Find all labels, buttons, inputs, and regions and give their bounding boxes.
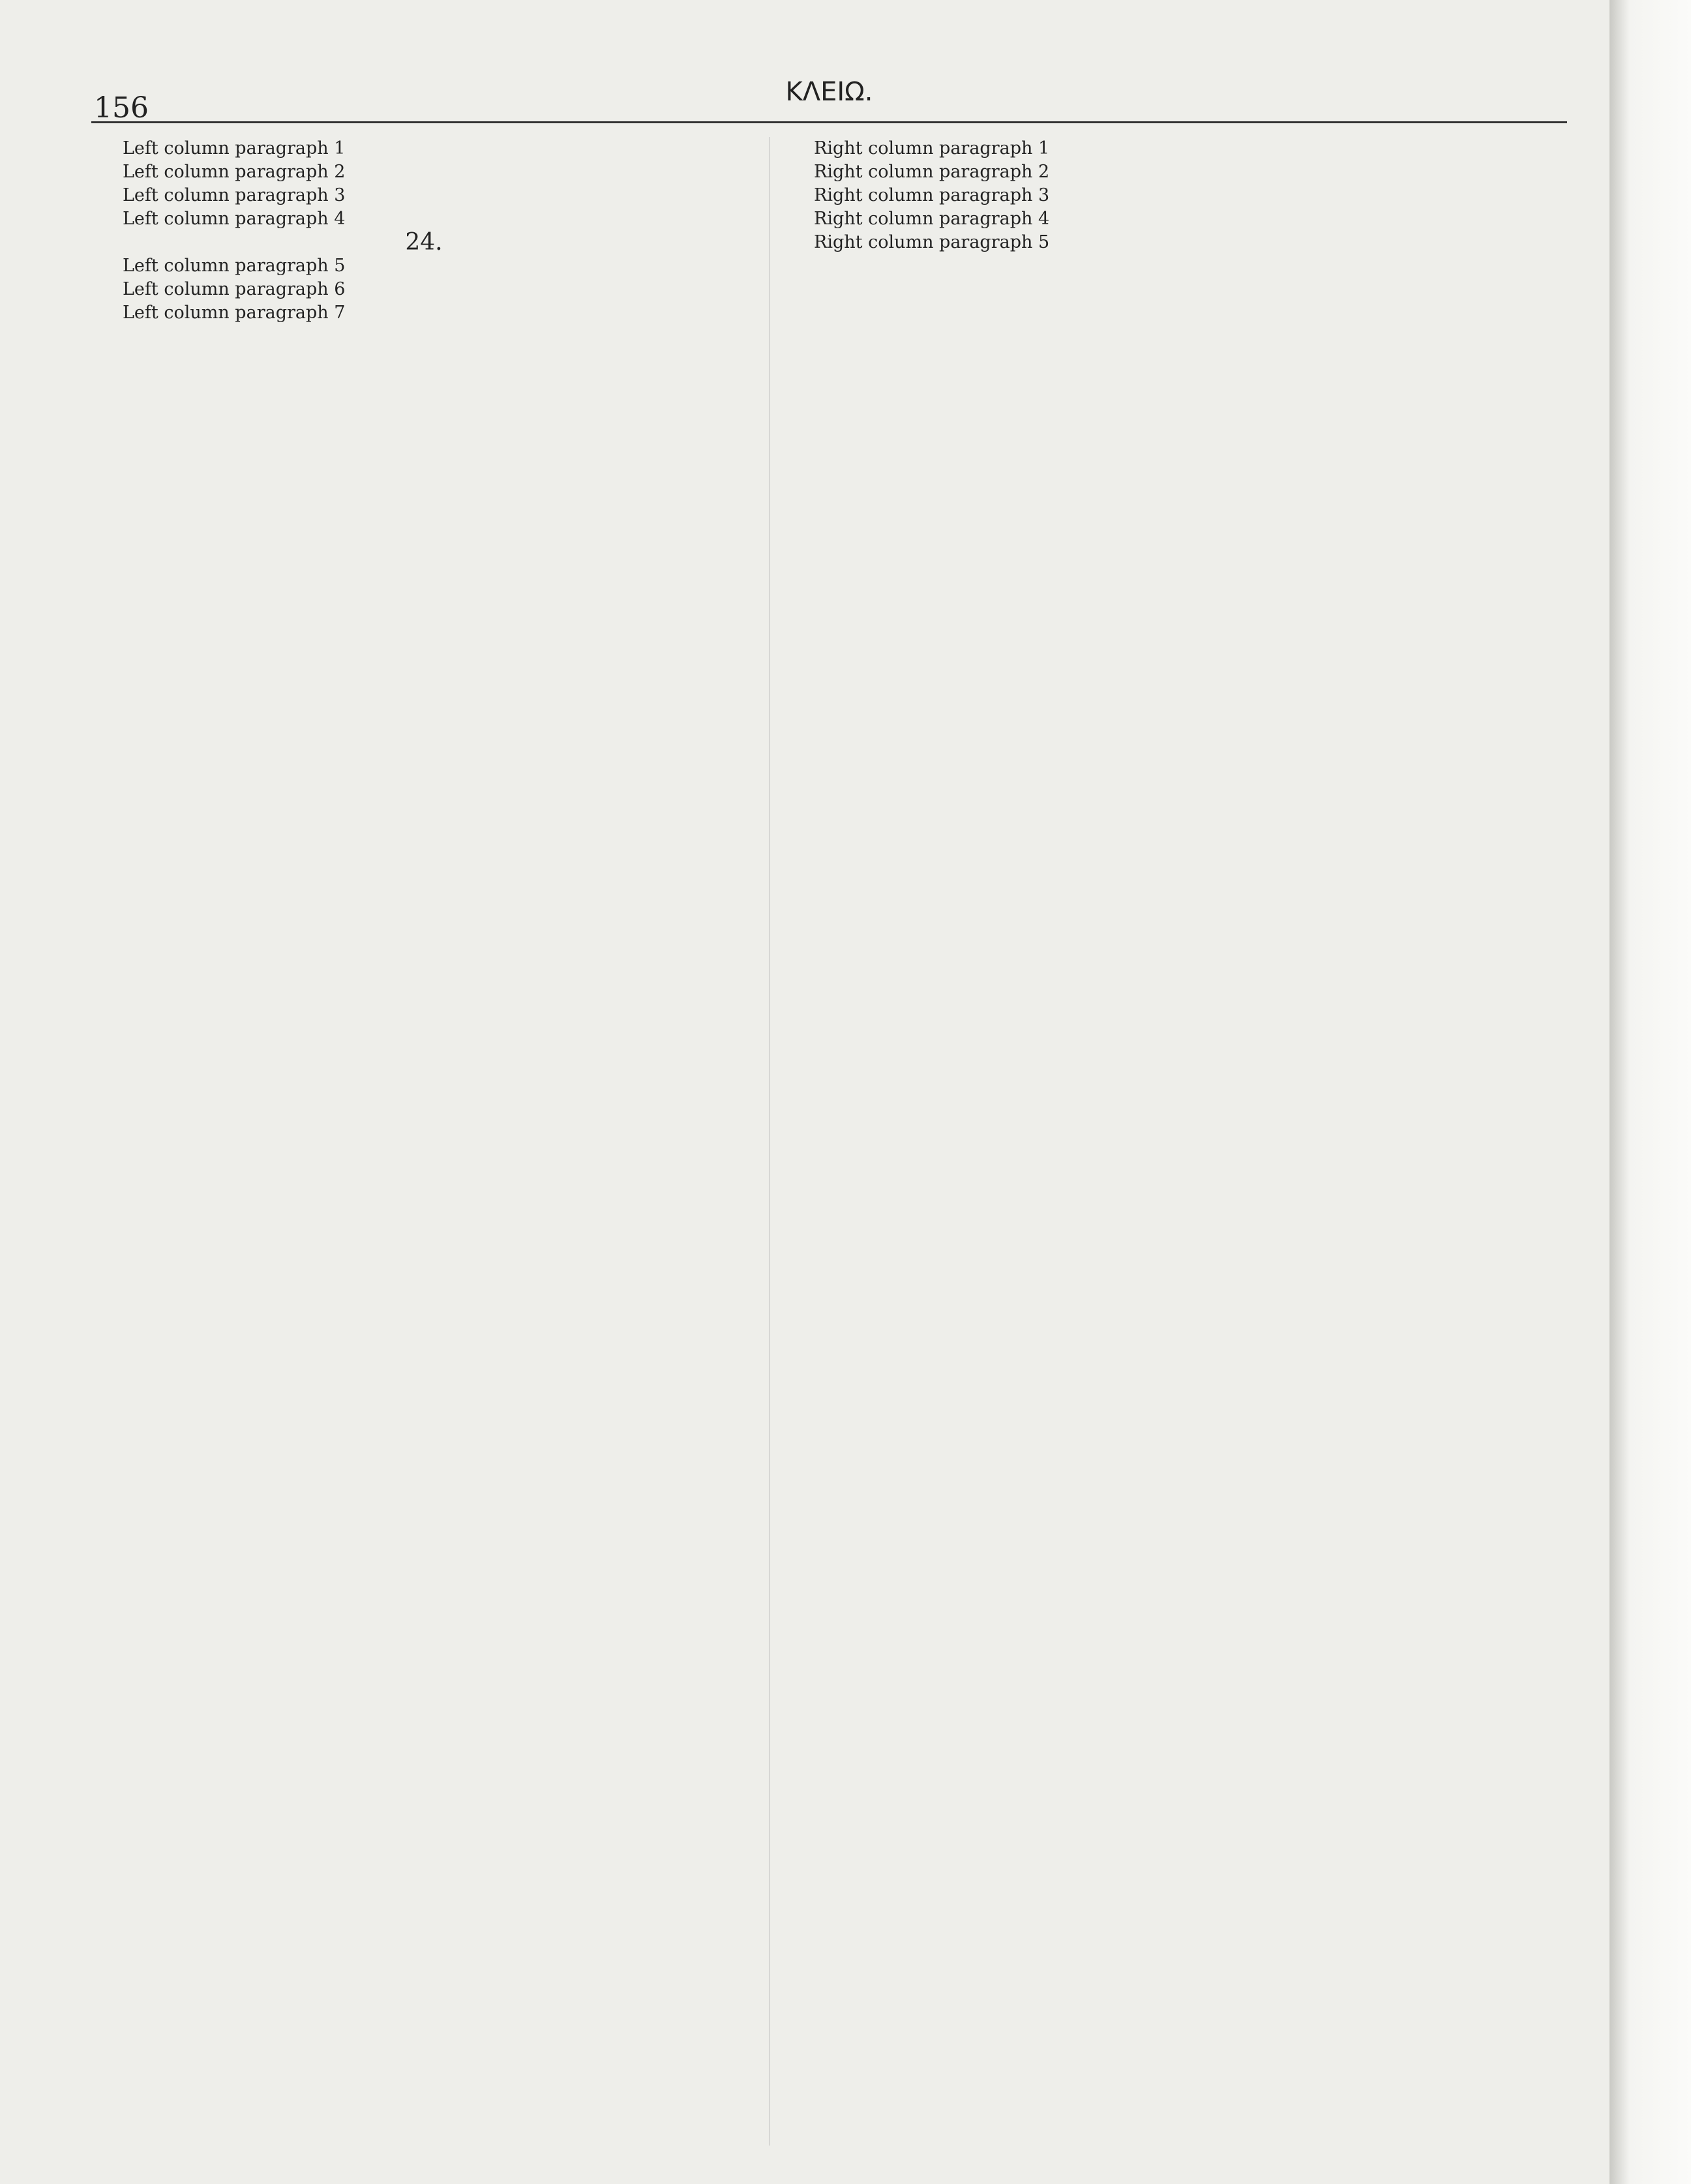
header-rule (91, 121, 1567, 123)
paragraph: Left column paragraph 7 (123, 303, 346, 323)
page-header (91, 65, 1567, 124)
paragraph: Right column paragraph 2 (814, 162, 1050, 182)
paragraph: Left column paragraph 1 (123, 138, 346, 158)
page-edge (1609, 0, 1691, 2184)
running-title: ΚΛΕΙΩ. (785, 77, 873, 107)
paragraph: Left column paragraph 4 (123, 209, 346, 229)
paragraph: Left column paragraph 2 (123, 162, 346, 182)
paragraph: Left column paragraph 5 (123, 256, 346, 276)
paragraph: Left column paragraph 3 (123, 185, 346, 205)
right-column (783, 137, 1467, 2146)
paragraph: Left column paragraph 6 (123, 279, 346, 299)
paragraph: Right column paragraph 4 (814, 209, 1050, 229)
paragraph: Right column paragraph 5 (814, 232, 1050, 252)
page-number: 156 (94, 91, 149, 125)
paragraph: Right column paragraph 1 (814, 138, 1050, 158)
paragraph: Right column paragraph 3 (814, 185, 1050, 205)
section-number: 24. (405, 229, 443, 256)
left-column (91, 137, 756, 2146)
